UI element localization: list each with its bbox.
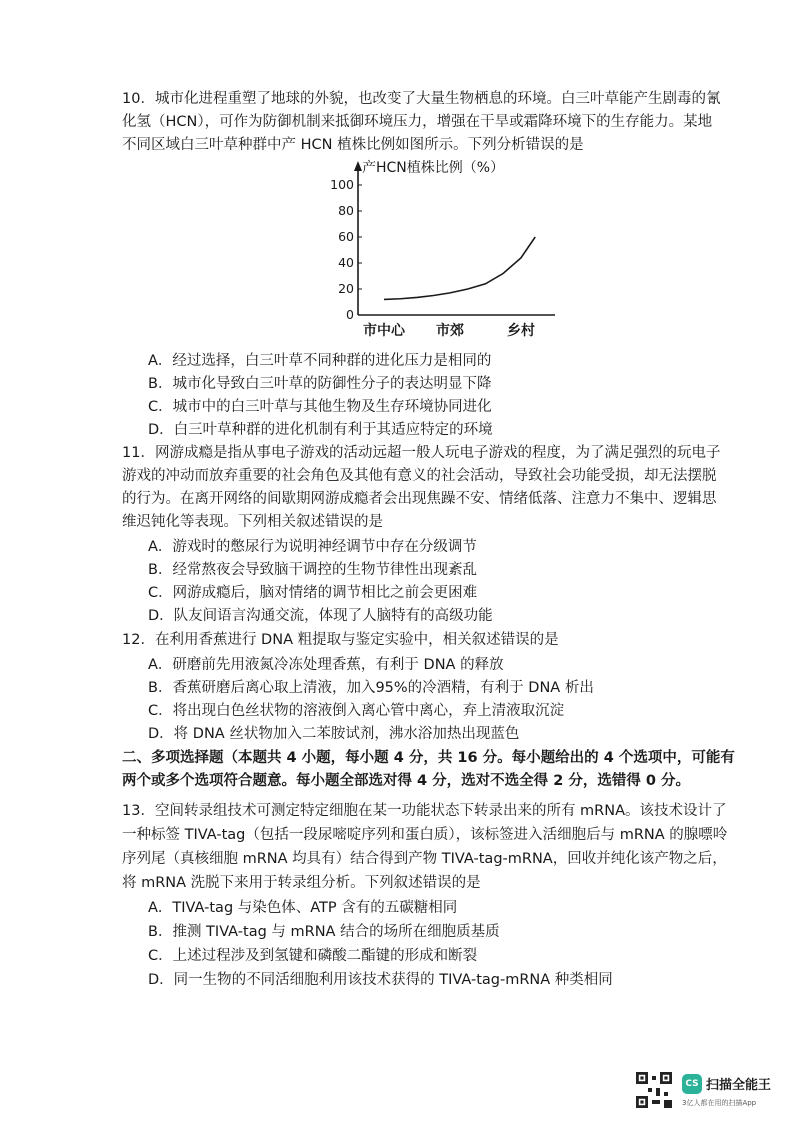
- q13-option-b: B．推测 TIVA-tag 与 mRNA 结合的场所在细胞质基质: [148, 924, 500, 940]
- hcn-line-chart: [330, 150, 560, 345]
- y-tick-label: 40: [338, 255, 354, 270]
- q11-line-4: 维迟钝化等表现。下列相关叙述错误的是: [122, 514, 383, 530]
- q10-option-a: A．经过选择，白三叶草不同种群的进化压力是相同的: [148, 353, 492, 369]
- q11-line-3: 的行为。在离开网络的间歇期网游成瘾者会出现焦躁不安、情绪低落、注意力不集中、逻辑思: [122, 491, 717, 507]
- qr-code-icon: [636, 1072, 672, 1108]
- x-tick-label: 市郊: [436, 323, 464, 339]
- series-line: [384, 237, 535, 299]
- q10-line-3: 不同区域白三叶草种群中产 HCN 植株比例如图所示。下列分析错误的是: [122, 137, 584, 153]
- q11-option-c: C．网游成瘾后，脑对情绪的调节相比之前会更困难: [148, 585, 478, 601]
- q13-line-2: 一种标签 TIVA-tag（包括一段尿嘧啶序列和蛋白质），该标签进入活细胞后与 mRNA 的腺嘌呤: [122, 827, 728, 843]
- q12-line-1: 12．在利用香蕉进行 DNA 粗提取与鉴定实验中，相关叙述错误的是: [122, 632, 559, 648]
- camscanner-tagline: 3亿人都在用的扫描App: [682, 1099, 757, 1107]
- q10-line-1: 10．城市化进程重塑了地球的外貌，也改变了大量生物栖息的环境。白三叶草能产生剧毒的氰: [122, 91, 721, 107]
- q11-option-b: B．经常熬夜会导致脑干调控的生物节律性出现紊乱: [148, 562, 477, 578]
- y-tick-label: 20: [338, 281, 354, 296]
- y-tick-label: 60: [338, 229, 354, 244]
- x-tick-label: 乡村: [507, 323, 535, 339]
- q11-line-2: 游戏的冲动而放弃重要的社会角色及其他有意义的社会活动，导致社会功能受损，却无法摆脱: [122, 468, 717, 484]
- y-axis-arrow: [354, 161, 362, 171]
- q13-option-d: D．同一生物的不同活细胞利用该技术获得的 TIVA-tag-mRNA 种类相同: [148, 972, 613, 988]
- q11-option-d: D．队友间语言沟通交流，体现了人脑特有的高级功能: [148, 608, 493, 624]
- y-tick-label: 80: [338, 203, 354, 218]
- chart-title: 产HCN植株比例（%）: [362, 160, 505, 176]
- q10-option-b: B．城市化导致白三叶草的防御性分子的表达明显下降: [148, 376, 492, 392]
- q13-option-a: A．TIVA-tag 与染色体、ATP 含有的五碳糖相同: [148, 900, 458, 916]
- q10-line-2: 化氢（HCN），可作为防御机制来抵御环境压力，增强在干旱或霜降环境下的生存能力。某地: [122, 114, 713, 130]
- q13-line-4: 将 mRNA 洗脱下来用于转录组分析。下列叙述错误的是: [122, 875, 481, 891]
- y-tick-label: 100: [330, 177, 354, 192]
- x-tick-label: 市中心: [363, 323, 405, 339]
- q12-option-c: C．将出现白色丝状物的溶液倒入离心管中离心，弃上清液取沉淀: [148, 703, 565, 719]
- q13-option-c: C．上述过程涉及到氢键和磷酸二酯键的形成和断裂: [148, 948, 478, 964]
- q10-option-c: C．城市中的白三叶草与其他生物及生存环境协同进化: [148, 399, 492, 415]
- q12-option-b: B．香蕉研磨后离心取上清液，加入95%的冷酒精，有利于 DNA 析出: [148, 680, 594, 696]
- y-tick-label: 0: [346, 307, 354, 322]
- section-2-line-2: 两个或多个选项符合题意。每小题全部选对得 4 分，选对不选全得 2 分，选错得 0 分。: [122, 773, 691, 789]
- camscanner-name: 扫描全能王: [706, 1078, 772, 1093]
- q13-line-3: 序列尾（真核细胞 mRNA 均具有）结合得到产物 TIVA-tag-mRNA，回收并纯化该产物之后，: [122, 851, 727, 867]
- q13-line-1: 13．空间转录组技术可测定特定细胞在某一功能状态下转录出来的所有 mRNA。该技术设计了: [122, 803, 727, 819]
- q11-option-a: A．游戏时的憋尿行为说明神经调节中存在分级调节: [148, 539, 477, 555]
- section-2-line-1: 二、多项选择题（本题共 4 小题，每小题 4 分，共 16 分。每小题给出的 4 个选项中，可能有: [122, 750, 735, 766]
- q11-line-1: 11．网游成瘾是指从事电子游戏的活动远超一般人玩电子游戏的程度，为了满足强烈的玩电子: [122, 445, 721, 461]
- camscanner-logo: CS: [682, 1074, 702, 1094]
- q12-option-d: D．将 DNA 丝状物加入二苯胺试剂，沸水浴加热出现蓝色: [148, 726, 520, 742]
- q10-option-d: D．白三叶草种群的进化机制有利于其适应特定的环境: [148, 422, 493, 438]
- q12-option-a: A．研磨前先用液氮冷冻处理香蕉，有利于 DNA 的释放: [148, 657, 504, 673]
